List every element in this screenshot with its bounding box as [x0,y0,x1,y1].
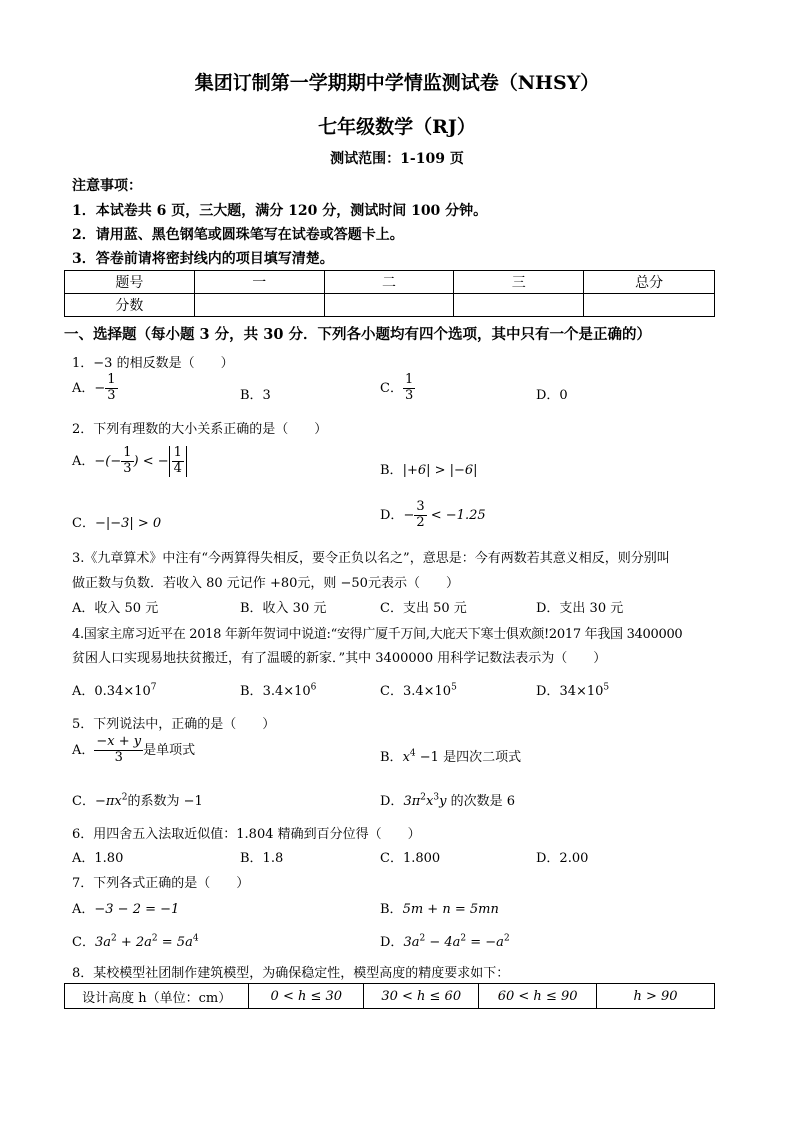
math-expr: − 4a [425,935,461,950]
exponent: 5 [451,682,457,693]
math-expr: 34×10 [559,684,604,699]
q3-line1: 3.《九章算术》中注有“今两算得失相反，要令正负以名之”，意思是：今有两数若其意义相反，则分别叫 [72,551,670,566]
math-expr: 3.4×10 [402,684,452,699]
math-expr: + 2a [116,935,152,950]
q2-option-c [72,512,161,531]
option-label: D． [536,684,560,699]
fraction: $\frac{1}{3}$ [404,372,414,403]
exponent: 2 [503,933,510,944]
exponent: 4 [192,933,199,944]
score-cell: 一 [194,271,324,294]
q7-option-c [72,931,199,950]
table-cell: 60 < h ≤ 90 [479,984,597,1009]
q5-option-c [72,790,203,809]
q6-stem: 6．用四舍五入法取近似值：1.804 精确到百分位得（ ） [72,827,421,842]
option-text: 的系数为 −1 [127,794,203,809]
exam-subtitle: 七年级数学（RJ） [318,116,476,138]
score-cell: 总分 [584,271,715,294]
option-label: C． [72,935,95,950]
math-expr: < −1.25 [426,507,486,523]
q5-option-a [72,735,195,766]
math-expr: 3.4×10 [262,684,311,699]
table-cell: 设计高度 h（单位：cm） [65,984,249,1009]
option-label: B． [380,902,403,917]
note-item: 1．本试卷共 6 页，三大题，满分 120 分，测试时间 100 分钟。 [72,203,488,219]
option-label: A． [72,380,95,396]
math-expr: 5m + n = 5mn [402,902,499,917]
math-expr: 0.34×10 [94,684,151,699]
q5-option-b [380,746,521,765]
score-table-score-row [65,294,715,317]
q4-line1: 4.国家主席习近平在 2018 年新年贺词中说道:“安得广厦千万间,大庇天下寒士俱欢颜!2017 年我国 3400000 [72,627,683,642]
exponent: 3 [433,792,440,803]
exponent: 2 [151,933,158,944]
math-expr: −(− [94,453,122,469]
option-text: −1 是四次二项式 [415,750,522,765]
q2-stem: 2．下列有理数的大小关系正确的是（ ） [72,422,328,437]
q4-line2: 贫困人口实现易地扶贫搬迁，有了温暖的新家．”其中 3400000 用科学记数法表示为（ ） [72,651,607,666]
table-cell: 0 < h ≤ 30 [249,984,364,1009]
score-blank [324,294,454,317]
fraction: $\frac{-x + y}{3}$ [96,734,142,765]
math-expr: |+6| > |−6| [402,463,478,478]
note-item: 3．答卷前请将密封线内的项目填写清楚。 [72,251,334,267]
table-cell: h > 90 [597,984,715,1009]
option-label: A． [72,684,95,699]
fraction: $\frac{1}{4}$ [173,445,182,476]
math-expr: x [426,794,434,809]
score-cell: 题号 [65,271,195,294]
option-label: D． [380,507,404,523]
q7-option-b [380,898,499,917]
math-expr: = 5a [157,935,193,950]
section1-title: 一、选择题（每小题 3 分，共 30 分．下列各小题均有四个选项，其中只有一个是正确的） [64,326,651,343]
math-expr: −3 − 2 = −1 [94,902,180,917]
q7-option-d [380,931,510,950]
q6-option-c: C．1.800 [380,851,441,866]
option-label: B． [380,463,403,478]
q7-option-a [72,898,179,917]
q3-option-a: A．收入 50 元 [72,601,159,616]
note-item: 2．请用蓝、黑色钢笔或圆珠笔写在试卷或答题卡上。 [72,227,404,243]
math-expr: −πx [94,794,122,809]
minus-sign: − [403,507,415,523]
option-label: A． [72,453,95,469]
fraction: $\frac{1}{3}$ [123,445,132,476]
math-expr: 3π [403,794,421,809]
option-label: B． [240,684,263,699]
option-label: A． [72,742,95,758]
table-cell: 30 < h ≤ 60 [364,984,479,1009]
option-label: C． [72,516,95,531]
q4-option-c [380,680,457,699]
option-label: C． [380,684,403,699]
exponent: 2 [460,933,467,944]
q6-option-a: A．1.80 [72,851,124,866]
exponent: 2 [110,933,117,944]
option-label: B． [380,750,403,765]
option-label: D． [380,935,404,950]
option-label: A． [72,902,95,917]
math-expr: = −a [466,935,504,950]
absolute-value [169,446,187,477]
option-label: C． [72,794,95,809]
minus-sign: − [94,380,106,396]
q4-option-a [72,680,157,699]
q3-option-b: B．收入 30 元 [240,601,327,616]
score-blank [194,294,324,317]
q6-option-b: B．1.8 [240,851,284,866]
q4-option-d [536,680,609,699]
exponent: 7 [150,682,157,693]
score-label: 分数 [65,294,195,317]
score-table-header-row [65,271,715,294]
score-cell: 二 [324,271,454,294]
exponent: 6 [310,682,317,693]
q1-option-d: D．0 [536,388,568,403]
fraction: $\frac{3}{2}$ [416,499,425,530]
height-precision-table [64,983,715,1009]
math-expr: ) < − [133,453,169,469]
math-expr: x [402,750,410,765]
exponent: 2 [121,792,128,803]
option-label: C． [380,380,403,396]
table-row [65,984,715,1009]
q4-option-b [240,680,316,699]
q5-stem: 5．下列说法中，正确的是（ ） [72,717,276,732]
math-expr: y [439,794,447,809]
notes-heading: 注意事项： [72,178,142,194]
fraction: $\frac{1}{3}$ [107,372,116,403]
math-expr: 3a [403,935,420,950]
q2-option-d [380,500,486,531]
exponent: 5 [603,682,610,693]
q3-option-c: C．支出 50 元 [380,601,467,616]
math-expr: 3a [94,935,111,950]
q1-stem: 1．−3 的相反数是（ ） [72,356,234,371]
q1-option-a [72,373,118,404]
exponent: 4 [409,748,416,759]
q2-option-b [380,459,478,478]
math-expr: −|−3| > 0 [94,516,162,531]
q6-option-d: D．2.00 [536,851,589,866]
score-cell: 三 [454,271,584,294]
test-range: 测试范围：1-109 页 [330,151,464,167]
exponent: 2 [419,933,426,944]
q5-option-d [380,790,515,809]
q1-option-b: B．3 [240,388,271,403]
option-label: D． [380,794,404,809]
exponent: 2 [420,792,426,803]
score-blank [584,294,715,317]
q7-stem: 7．下列各式正确的是（ ） [72,876,250,891]
option-text: 的次数是 6 [446,794,515,809]
q2-option-a [72,446,187,477]
score-table [64,270,715,317]
score-blank [454,294,584,317]
q8-stem: 8．某校模型社团制作建筑模型，为确保稳定性，模型高度的精度要求如下： [72,966,510,981]
exam-title: 集团订制第一学期期中学情监测试卷（NHSY） [194,72,600,94]
q3-option-d: D．支出 30 元 [536,601,624,616]
q1-option-c [380,373,415,404]
q3-line2: 做正数与负数．若收入 80 元记作 +80元，则 −50元表示（ ） [72,576,459,591]
option-text: 是单项式 [143,742,196,758]
